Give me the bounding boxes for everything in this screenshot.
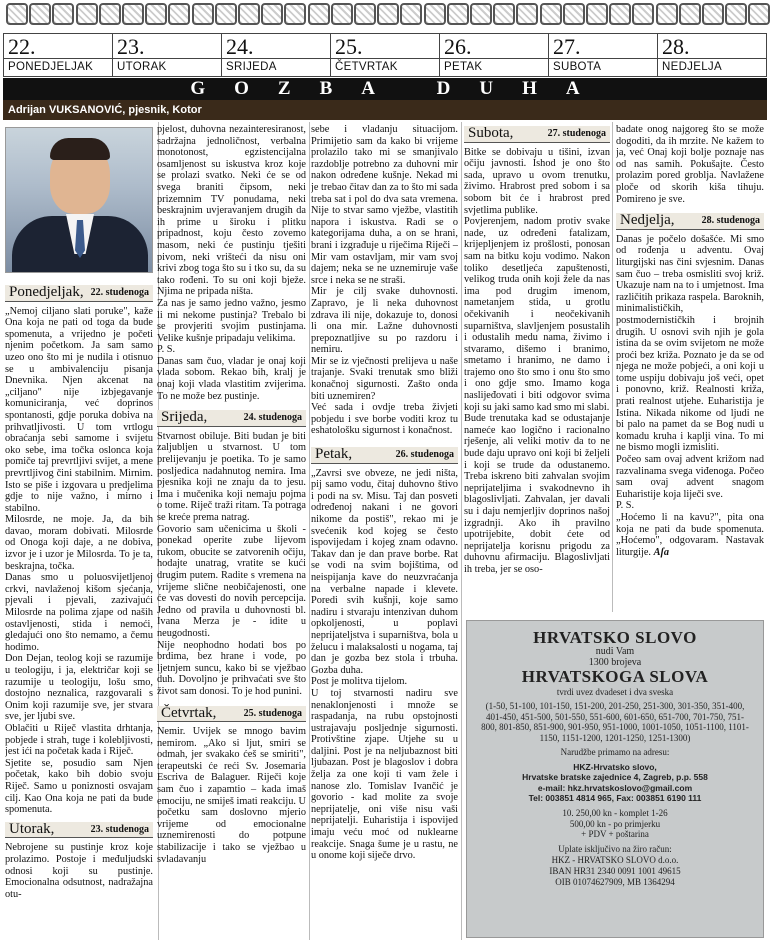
- spiral-ring: [470, 3, 492, 25]
- spiral-ring: [76, 3, 98, 25]
- article-banner-title: GOZBA DUHA: [3, 78, 767, 100]
- paragraph: Danas sam čuo, vladar je onaj koji vlada sobom. Rekao bih, kralj je onaj koji vlada vlastitim zvijerima. To ne može bez pustinje.: [157, 355, 306, 402]
- section-day: Subota,: [468, 125, 514, 141]
- day-number: 28.: [662, 34, 690, 59]
- section-header-ponedjeljak: [5, 285, 153, 302]
- spiral-ring: [400, 3, 422, 25]
- day-name: SRIJEDA: [222, 58, 330, 75]
- spiral-ring: [192, 3, 214, 25]
- paragraph: Nemir. Uvijek se mnogo bavim nemirom. „Ako si ljut, smiri se odmah, jer svakako ćeš se smiriti", terapeutski će reći Sv. Josemaria Escriva de Balaguer. Riječi koje sam čuo i zapamtio – kada imaš emociju, ne smiješ imati reakciju. U početku sam doslovno mjerio vrijeme od emocionalne uznemirenosti do potpune stabilizacije i tako se vježbao u svladavanju: [157, 726, 306, 865]
- paragraph: Povjerenjem, nadom protiv svake nade, uz određeni fatalizam, krijepljenjem iz prošlosti, ponosan sam na bitku koju vodimo. Nakon toliko desetljeća zapuštenosti, velikog truda onih koji žele da nas ima pod drugim imenom, nametanjem stida, u grotlu očekivanih i neočekivanih suparništva, slavljenjem posustalih i odustalih medu nama, živimo i stvaramo, dišemo i branimo, smetamo i hranimo, ne damo i trajemo ono što smo i onu što smo i ono gdje smo. Imamo koga naslijeđovati i biti odgovor svima koji su jaki samo kad smo mi slabi.: [464, 216, 610, 413]
- column-2: [157, 124, 306, 941]
- paragraph: „Nemoj ciljano slati poruke", kaže Ona koja ne pati od toga da bude spomenuta, a vrijedno je početi njenim početkom. Ja sam samo uzeo ono što mi je nudila i otisnuo se u ambivalenciju pisanja Dnevnika. Njen akcenat na „ciljano" nije izbjegavanje komuniciranja, već doprinos spontanosti, gdje poruka dobiva na prihvatljivosti. U tom vrtlogu obraćanja sebi samome i svijetu oko sebe, ima točka oslonca koja pomiče taj prevrtljivi svijet, a mene prevrtljivog čini stabilnim. Mirnim. Isto se piše i izgovara u predjelima gdje to nije važno, i mirno i stabilno.: [5, 305, 153, 514]
- section-header-cetvrtak: [157, 706, 306, 723]
- section-day: Utorak,: [9, 820, 55, 837]
- section-day: Ponedjeljak,: [9, 284, 84, 300]
- column-divider: [309, 122, 310, 940]
- section-header-utorak: [5, 822, 153, 839]
- ad-bank: OIB 01074627909, MB 1364294: [555, 876, 675, 887]
- paragraph: Mir se iz vječnosti prelijeva u naše trajanje. Svaki trenutak smo bliži konačnoj sigurnosti. Zašto onda biti uznemiren?: [311, 355, 458, 402]
- spiral-ring: [354, 3, 376, 25]
- column-5: [616, 124, 764, 616]
- spiral-ring: [6, 3, 28, 25]
- spiral-ring: [609, 3, 631, 25]
- spiral-ring: [377, 3, 399, 25]
- paragraph: Stvarnost obiluje. Biti budan je biti zaljubljen u stvarnost. U tom prelijevanju je poetika. To je samo posljedica nadahnutog nemira. Ima pjesnika koji ne znaju da to jesu. Ima i mučenika koji nemaju pojma o tome. Riječ traži ritam. Ta potraga se kreće prema natrag.: [157, 430, 306, 523]
- column-divider: [612, 122, 613, 612]
- column-divider: [461, 122, 462, 940]
- paragraph: P. S.: [616, 500, 635, 512]
- section-date: 24. studenoga: [243, 412, 302, 424]
- spiral-ring: [540, 3, 562, 25]
- ad-bank: IBAN HR31 2340 0091 1001 49615: [549, 865, 681, 876]
- calendar-day: [330, 34, 439, 76]
- column-4: [464, 124, 610, 616]
- spiral-ring: [702, 3, 724, 25]
- ad-title-secondary: HRVATSKOGA SLOVA: [521, 667, 709, 686]
- paragraph: Post je molitva tijelom.: [311, 676, 408, 688]
- ad-address: Hrvatske bratske zajednice 4, Zagreb, p.p. 558: [522, 772, 708, 783]
- ad-binding-info: tvrdi uvez dvadeset i dva sveska: [556, 687, 674, 697]
- day-name: SUBOTA: [549, 58, 657, 75]
- section-date: 22. studenoga: [90, 287, 149, 298]
- paragraph: Danas smo u poluosvijetljenoj crkvi, navlaženoj kišom sjećanja, pjevali i pjevali, zazivajući Milosrde na polima zjape od naših ostavljenosti, stida i nemoći, gledajući ono što nemamo, a čemu hodimo.: [5, 572, 153, 653]
- ad-subtitle: nudi Vam: [595, 646, 635, 657]
- paragraph: Počeo sam ovaj advent križom nad razvalinama svega viđenoga. Počeo sam ovaj advent snagom Euharistije koja liječi sve.: [616, 454, 764, 500]
- paragraph-text: „Hoćemo li na kavu?", pita ona koja ne pati da bude spomenuta. „Hoćemo", odgovaram. Nastavak liturgije.: [616, 512, 764, 558]
- section-date: 23. studenoga: [90, 823, 149, 835]
- spiral-ring: [424, 3, 446, 25]
- paragraph: Sjetite se, posudio sam Njen početak, kako bih dobio svoju Riječ. Samo u poniznosti osvajam cilj. Kao Ona koja ne pati da bude spomenuta.: [5, 757, 153, 816]
- day-number: 27.: [553, 34, 581, 59]
- paragraph: Nebrojene su pustinje kroz koje prolazimo. Postoje i međuljudski odnosi koji su pustinje. Emocionalna odsutnost, nadražajna otu-: [5, 842, 153, 900]
- section-date: 26. studenoga: [395, 449, 454, 461]
- column-3: [311, 124, 458, 941]
- paragraph: Mir je cilj svake duhovnosti. Zapravo, je li neka duhovnost zdrava ili nije, dokazuje to, donosi li ona mir. Lažne duhovnosti prepoznatljive su po razdoru i nemiru.: [311, 286, 458, 356]
- section-date: 27. studenoga: [547, 128, 606, 139]
- spiral-ring: [52, 3, 74, 25]
- spiral-ring: [679, 3, 701, 25]
- day-number: 23.: [117, 34, 145, 59]
- day-number: 24.: [226, 34, 254, 59]
- calendar-day: [657, 34, 767, 76]
- ad-price: 500,00 kn - po primjerku: [569, 818, 661, 829]
- spiral-ring: [215, 3, 237, 25]
- paragraph: Danas je počelo došašće. Mi smo od rođenja u adventu. Ovaj liturgijski nas čini svjesnim. Danas sam čuo – treba osmisliti svoj križ. Ukazuje nam na to i umjetnost. Ima različitih prikaza raspela. Baroknih, minimalističkih, postmodernističkih i brojnih drugih. U osnovi svih njih je gola istina da se ovim svijetom ne može proći bez križa. Poznato je da se od njega ne može pobjeći, a oni koji u tome uspiju dobivaju još veći, opet i ponovno, križ. Realnosti križa, prati realnost utjehe. Euharistija je Istina. Nikada nikome od ljudi ne bi palo na pamet da se Bog nudi u komadu kruha i kaplji vina. To mi ne bismo mogli izmisliti.: [616, 233, 764, 454]
- day-name: PETAK: [440, 58, 548, 75]
- paragraph: Bude trenutaka kad se odustajanje nameće kao logično i racionalno rješenje, ali veliki motiv da to ne bude daju upravo oni koji bi željeli i koji se trude da odustanemo. Treba iskreno biti zahvalan svojim neprijateljima i svakodnevno ih blagoslivljati. Zahvalan, jer davali su i daju nemjerljiv doprinos našoj izgradnji. Ako ih pravilno upotrijebite, dobit ćete od neprijatelja korisnu prigodu za duhovnu afirmaciju. Blagoslivljati ih treba, jer se oso-: [464, 413, 610, 575]
- column-1: [5, 281, 153, 941]
- spiral-ring: [168, 3, 190, 25]
- ad-subtitle: 1300 brojeva: [588, 657, 642, 668]
- spiral-ring: [261, 3, 283, 25]
- section-header-petak: [311, 447, 458, 464]
- paragraph: Oblačiti u Riječ vlastita drhtanja, pobjede i strah, tuge i kolebljivosti, jest ići na početak kada i Riječ.: [5, 722, 153, 758]
- ad-price: 10. 250,00 kn - komplet 1-26: [562, 807, 668, 818]
- spiral-ring: [122, 3, 144, 25]
- spiral-ring: [516, 3, 538, 25]
- calendar-spiral-binding: [0, 0, 770, 32]
- calendar-day: [221, 34, 330, 76]
- paragraph: Govorio sam učenicima u školi - ponekad operite zube lijevom rukom, obucite se zatvorenih očiju, hodajte unatrag, vratite se kući drugim putem. Radite s vremena na vrijeme slične neobičajenosti, one će vas dovesti do novih percepcija. Jedno od pravila u duhovnosti bl. Ivana Merza je - idite u neugodnosti.: [157, 523, 306, 639]
- spiral-ring: [586, 3, 608, 25]
- paragraph: Za nas je samo jedno važno, jesmo li mi nekome pustinja? Trebalo bi se provjeriti svojim pustinjama. Velike kušnje pripadaju velikima.: [157, 297, 306, 344]
- ad-address: HKZ-Hrvatsko slovo,: [573, 761, 657, 772]
- calendar-day: [439, 34, 548, 76]
- spiral-ring: [238, 3, 260, 25]
- day-name: UTORAK: [113, 58, 221, 75]
- day-name: NEDJELJA: [658, 58, 766, 75]
- ad-title: HRVATSKO SLOVO: [533, 628, 697, 647]
- day-number: 22.: [8, 34, 36, 59]
- author-byline: Adrijan VUKSANOVIĆ, pjesnik, Kotor: [8, 104, 202, 116]
- spiral-ring: [725, 3, 747, 25]
- day-number: 26.: [444, 34, 472, 59]
- spiral-ring: [331, 3, 353, 25]
- paragraph: Bitke se dobivaju u tišini, izvan očiju javnosti. Ishod je ono što sada, upravo u ovom trenutku, živimo. Hrabrost pred sobom i sa sobom bit će i hrabrost pred svjetlima publike.: [464, 146, 610, 216]
- spiral-ring: [563, 3, 585, 25]
- ad-bank: HKZ - HRVATSKO SLOVO d.o.o.: [551, 854, 679, 865]
- ad-email: e-mail: hkz.hrvatskoslovo@gmail.com: [537, 782, 693, 793]
- ad-phone: Tel: 003851 4814 965, Fax: 003851 6190 111: [528, 793, 702, 804]
- paragraph: U toj stvarnosti nadiru sve nenaklonjenosti i množe se raspadanja, na rubu opstojnosti ustrajavaju posljednje sigurnosti. Protivštine zjape. Utjehe su u daljini. Post je na neljubaznost biti ljubazan. Post je blagoslov i dobra želja za one koji ti vam žele i nanose zlo. Tomislav Ivančić je govorio - kad molite za svoje neprijatelje, oni više nisu vaši neprijatelji. Euharistija i ispovijed imaju veću moć od nuklearne reakcije. Snaga šume je u rastu, ne u onome koji siječe drvo.: [311, 687, 458, 862]
- section-day: Četvrtak,: [161, 704, 217, 721]
- ad-order-text: Narudžbe primamo na adresu:: [560, 746, 670, 757]
- day-number: 25.: [335, 34, 363, 59]
- day-name: ČETVRTAK: [331, 58, 439, 75]
- author-portrait: [5, 127, 153, 273]
- spiral-ring: [632, 3, 654, 25]
- section-header-srijeda: [157, 410, 306, 427]
- paragraph: P. S.: [157, 344, 176, 356]
- spiral-ring: [99, 3, 121, 25]
- spiral-ring: [284, 3, 306, 25]
- spiral-ring: [656, 3, 678, 25]
- section-date: 28. studenoga: [701, 215, 760, 227]
- section-day: Nedjelja,: [620, 212, 675, 229]
- spiral-ring: [145, 3, 167, 25]
- spiral-ring: [748, 3, 770, 25]
- section-header-subota: [464, 126, 610, 143]
- paragraph: pjelost, duhovna nezainteresiranost, sadržajna jednoličnost, verbalna monotonost, egzistencijalna osamljenost su iskustva kroz koje se prolazi svatko. Neki će se od svega braniti čipsom, neki prizemnim TV ponudama, neki beskrajnim uvjeravanjem drugih da ih prime u široku i plitku pripadnost, koju često zovemo masom, neki će pustinju tješiti pivom, neki vrišteći da nisu oni krivi zbog toga što su i tko su, da su tako rođeni. To su oni koji bježe. Njima ne pripada ništa.: [157, 124, 306, 298]
- calendar-days-row: [3, 33, 767, 77]
- spiral-ring: [308, 3, 330, 25]
- ad-price: + PDV + poštarina: [581, 829, 649, 840]
- paragraph: Don Dejan, teolog koji se razumije u teologiju, i ja, električar koji se razumije u teologiju, lošu smo, dostojno neznalica, razgovarali s Onim koji razumije sve, jer stvara sve, jer ljubi sve.: [5, 653, 153, 723]
- paragraph: Već sada i ovdje treba živjeti pobjedu i sve borbe voditi kroz tu eshatološku sigurnost i konačnost.: [311, 402, 458, 437]
- paragraph: sebe i vladanju situacijom. Primijetio sam da kako bi vrijeme prolazilo tako mi se smanjivalo razdoblje potrebno za duhovni mir nakon određene kušnje. Nekad mi je trebao čitav dan za to što mi sada treba sat i pol do dva sata vremena. Nije to stvar samo vježbe, vlastitih napora i iskustva. Radi se o kategorijama duha, a on se hrani, brani i izgrađuje u riječima Riječi – Mir vam ostavljam, mir vam svoj dajem; neka se ne uznemiruje vaše srce i neka se ne straši.: [311, 124, 458, 286]
- day-name: PONEDJELJAK: [4, 58, 112, 75]
- author-signature: Aſa: [653, 546, 670, 558]
- calendar-day: [3, 34, 112, 76]
- paragraph: badate onog najgoreg što se može dogoditi, da ih mrzite. Ne kažem to ja, već Onaj koji bolje poznaje nas od nas samih. Pokušajte. Često prolazim pored groblja. Navlažene ploče od skorih kiša tihuju. Pomireno je sve.: [616, 124, 764, 205]
- calendar-day: [548, 34, 657, 76]
- ad-payment: Uplate isključivo na žiro račun:: [558, 844, 672, 855]
- paragraph: „Zavrsi sve obveze, ne jedi ništa, pij samo vodu, čitaj duhovno štivo i podi na sv. Misu. Taj dan posveti određenoj nakani i ne govori nikome da postiš", rekao mi je svećenik kod kojeg se često ispovijedam i kojeg znam odavno. Takav dan je dan prave borbe. Rat se vodi na svim bojištima, od neispijanja kave do neuzvraćanja na verbalne napade i klevete. Poredi svih kušnji, koje samo nadiru i stvaraju intenzivan duhom opkoljenosti, u poplavi neprijateljstva i suparništva, bola u želucu i malaksalosti u nogama, taj dan je gozba bez stola i trbuha. Gozba duha.: [311, 467, 458, 676]
- section-header-nedjelja: [616, 213, 764, 230]
- spiral-ring: [29, 3, 51, 25]
- spiral-ring: [447, 3, 469, 25]
- ad-volume-ranges: (1-50, 51-100, 101-150, 151-200, 201-250, 251-300, 301-350, 351-400, 401-450, 451-500, 501-550, 551-600, 601-650, 651-700, 701-750, 751-800, 801-850, 851-900, 901-950, 951-1000, 1001-1050, 1051-1100, 1101-1150, 1151-1200, 1201-1250, 1251-1300): [481, 700, 749, 744]
- spiral-ring: [493, 3, 515, 25]
- section-date: 25. studenoga: [243, 707, 302, 719]
- section-day: Petak,: [315, 446, 353, 463]
- paragraph: Nije neophodno hodati bos po brdima, bez hrane i vode, po ljetnjem suncu, kako bi se vježbao duh. Dovoljno je prihvaćati sve što život sam donosi. To je hod punini.: [157, 639, 306, 697]
- section-day: Srijeda,: [161, 409, 208, 426]
- calendar-day: [112, 34, 221, 76]
- paragraph: [616, 512, 764, 558]
- advertisement-box: [466, 620, 764, 938]
- paragraph: Milosrde, ne moje. Ja, da bih davao, moram dobivati. Milosrde od Onoga koji daje, a ne dobiva, izvor je i uzor je Milosrda. To je ta, beskrajna, točka.: [5, 514, 153, 572]
